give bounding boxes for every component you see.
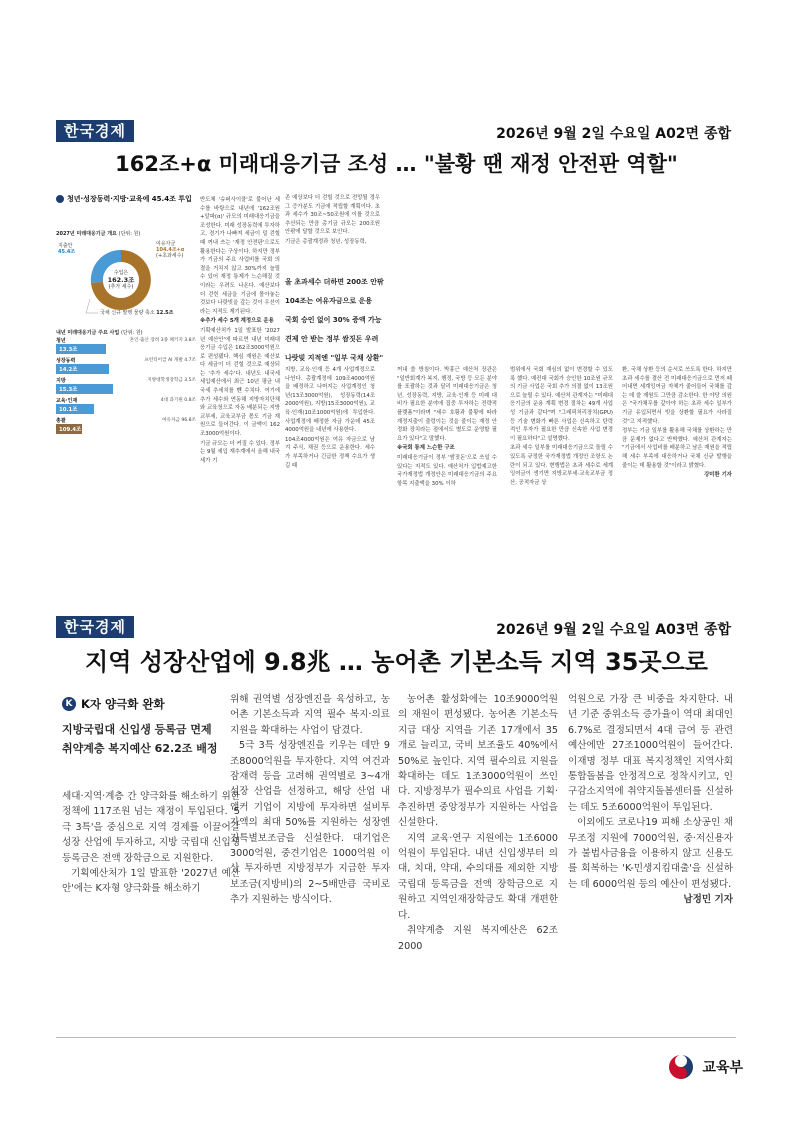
bar-row [56,417,196,436]
bar-row [56,377,196,396]
section-tag: K K자 양극화 완화 [62,696,165,712]
donut-chart [56,237,196,323]
footer-divider [56,1037,736,1038]
byline: 강미환 기자 [704,472,732,479]
newspaper-masthead: 한국경제 [56,120,134,142]
subheadline: 지방국립대 신입생 등록금 면제 취약계층 복지예산 62.2조 배정 [62,723,218,755]
paragraph: 지역 교육·연구 지원에는 1조6000억원이 투입된다. 내년 신입생부터 의대, 치대, 약대, 수의대를 제외한 지방국립대 등록금을 전액 장학금으로 지원하고 지역인재장학금도 확대 개편한다. [398,832,558,921]
bar-list [56,337,196,436]
paragraph: 환, 국채 상환 등의 순서로 쓰도록 한다. 하지만 초과 세수를 결산 전 미래대응기금으로 먼저 떼어내면 세계잉여금 자체가 줄어들어 국채를 갚는 데 쓸 재원도 그만큼 감소한다. 한 야당 의원은 "국가채무를 갚아야 하는 초과 세수 일부가 기금 유입되면서 빚을 상환할 필요가 사라질 것"고 지적했다. [622,367,732,425]
left-label: 지출안 45.4조 [58,243,76,255]
headline: 162조+α 미래대응기금 조성 … "불황 땐 재정 안전판 역할" [115,152,678,176]
bar-category: 교육·인재 [56,398,78,404]
bar-row [56,397,196,416]
paragraph: 초과 세수 일부를 미래대응기금으로 돌릴 수 있도록 규정한 국가재정법 개정안 조항도 논란이 되고 있다. 현행법은 초과 세수로 세계잉여금이 생기면 지방교부세·교육교부금 정산, 공적자금 상 [510,445,613,486]
paragraph: 범위에서 국회 재심의 없이 변경할 수 있도록 했다. 예컨대 국회가 승인한 10조원 규모의 기금 사업은 국회 추가 의결 없이 13조원으로 늘릴 수 있다. 예산처 관계자는 "미래대응기금의 운용 계획 변경 절차는 49개 사업성 기금과 같다"며 "그래픽처리장치(GPU) 등 기술 변화가 빠른 사업은 신속하고 탄력적인 투자가 필요한 만큼 신속한 사업 변경이 필요하다"고 설명했다. [510,367,613,442]
bar-detail: 여유자금 96.8조 [162,418,196,423]
bar-value: 14.2조 [59,367,78,373]
paragraph: 104조4000억원은 여유 자금으로 남겨 주식, 채권 등으로 운용한다. 세수가 부족하거나 긴급한 정책 수요가 생길 때 [285,436,375,469]
paragraph: 정부는 기금 일부를 활용해 국채를 상환하는 만큼 문제가 없다고 반박했다. 예산처 관계자는 "기금에서 사업비를 배분하고 남은 재원을 적립해 세수 부족에 대응하거나 국채 신규 발행을 줄이는 데 활용할 것"이라고 밝혔다. [622,428,732,469]
paragraph: 지방, 교육·인재 등 4개 사업계정으로 나뉜다. 총괄계정에 109조4000억원을 배정하고 나머지는 사업계정인 청년(13조3000억원), 성장동력(14조2000억원), 지방(15조3000억원), 교육·인재(10조1000억원)에 투입한다. 사업계정에 배정한 자금 가운데 45조4000억원을 내년에 사용한다. [285,367,375,434]
bottom-label: 국채 신규 발행 물량 축소 12.5조 [100,310,174,316]
article-a02 [0,116,793,586]
donut-title: 2027년 미래대응기금 개요 (단위: 원) [56,231,141,237]
bar-row [56,357,196,376]
paragraph: 반도체 '슈퍼사이클'로 불어난 세수를 바탕으로 내년에 '162조원+알파(α)' 규모의 미래대응기금을 조성한다. 미래 성장동력에 투자하고, 경기가 나빠져 세금이 덜 걷힐 때 꺼내 쓰는 '재정 안전판'으로도 활용한다는 구상이다. 하지만 정부가 기금의 주요 사업비를 국회 의결을 거치지 않고 30%까지 늘릴 수 있어 재정 통제가 느슨해질 것이라는 우려도 나온다. 예산보다 더 걷힌 세금을 기금에 몰아놓는 것보다 나랏빚을 갚는 것이 우선이라는 지적도 제기된다. [200,197,280,315]
paragraph: 이외에도 코로나19 피해 소상공인 채무조정 지원에 7000억원, 중·저신용자가 불법사금융을 이용하지 않고 신용도를 회복하는 'K-민생지킴대출'을 신설하는 데 6000억원 등의 예산이 편성됐다. [568,817,733,890]
pull-quote: 올 초과세수 더하면 200조 안팎 104조는 여유자금으로 운용 국회 승인 없이 30% 증액 가능 견제 안 받는 정부 쌈짓돈 우려 나랏빚 지적엔 "일부 국채 상환" [285,278,384,362]
paragraph: 기획예산처가 1일 발표한 '2027년 예산안'에 따르면 내년 미래대응기금 수입은 162조3000억원으로 편성됐다. 핵심 재원은 예산보다 세금이 더 걷힐 것으로 예상되는 '추가 세수'다. 내년도 내국세 세입예산에서 최근 10년 평균 내국세 추세치를 뺀 수치다. 여기에 추가 세수와 연동해 지방자치단체와 교육청으로 자동 배분되는 지방교부세, 교육교부금 몫도 기금 재원으로 들어간다. 이 금액이 162조3000억원이다. [200,327,280,438]
article-column-4 [568,692,733,1012]
logo-text: 교육부 [702,1060,743,1076]
paragraph: 기금 규모는 더 커질 수 있다. 정부는 9월 세입 재추계에서 올해 내국세가 기 [200,440,280,464]
paragraph: 존 예상보다 더 걷힐 것으로 전망될 경우 그 증가분도 기금에 적립할 계획이다. 초과 세수가 30조~50조원에 이를 것으로 추산되는 만큼 총기금 규모는 200조원 안팎에 달할 것으로 보인다. [285,195,380,236]
article-column-4 [397,366,497,576]
infographic [56,194,196,569]
byline: 남정민 기자 [683,894,733,906]
bullet-icon [56,195,64,203]
newspaper-masthead: 한국경제 [56,616,134,638]
bar-row [56,337,196,356]
dateline: 2026년 9월 2일 수요일 A03면 종합 [496,622,731,638]
bar-detail: 4대 과기원 0.8조 [160,398,196,403]
article-column-1 [62,789,240,1004]
infographic-title: 청년·성장동력·지방·교육에 45.4조 투입 [56,194,196,204]
paragraph: 세대·지역·계층 간 양극화를 해소하기 위한 정책에 117조원 넘는 재정이 투입된다. '5극 3특'을 중심으로 지역 경제를 이끌어갈 성장 산업에 투자하고, 지방 국립대 신입생 등록금은 전액 장학금으로 지원한다. [62,791,240,864]
paragraph: 억원으로 가장 큰 비중을 차지한다. 내년 기준 중위소득 증가율이 역대 최대인 6.7%로 결정되면서 4대 급여 등 관련 예산에만 27조1000억원이 들어간다. 이재명 정부 대표 복지정책인 지역사회 통합돌봄을 안정적으로 정착시키고, 인구감소지역에 취약지돌봄센터를 신설하는 데도 5조6000억원이 투입된다. [568,694,733,813]
bar-category: 지방 [56,378,66,384]
paragraph: 기획예산처가 1일 발표한 '2027년 예산안'에는 K자형 양극화를 해소하기 [62,868,240,895]
article-column-2 [230,692,390,1012]
paragraph: 5극 3특 성장엔진을 키우는 데만 9조8000억원을 투자한다. 지역 여건과 잠재력 등을 고려해 권역별로 3~4개 성장 산업을 선정하고, 해당 산업 내 앵커 기업이 지방에 투자하면 설비투자액의 최대 50%를 지원하는 성장엔진특별보조금을 신설한다. 대기업은 3000억원, 중견기업은 1000억원 이상 투자하면 지방정부가 지급한 투자보조금(지방비)의 2~5배만큼 국비로 추가 지원하는 방식이다. [230,740,390,906]
bar-value: 10.1조 [59,407,78,413]
bar-detail: 프런티어급 AI 개발 4.7조 [144,358,196,363]
donut-center-label: 수입은 162.3조 (추가 세수) [107,270,135,290]
bar-value: 109.4조 [59,427,82,433]
paragraph: 농어촌 활성화에는 10조9000억원의 재원이 편성됐다. 농어촌 기본소득 지급 대상 지역을 기존 17개에서 35개로 늘리고, 국비 보조율도 40%에서 50%로 높인다. 지역 필수의료 지원을 확대하는 데도 1조3000억원이 쓰인다. 지방정부가 필수의료 사업을 기획·추진하면 중앙정부가 지원하는 사업을 신설한다. [398,694,558,829]
bars-title: 내년 미래대응기금 주요 사업 (단위: 원) [56,330,143,336]
paragraph: 미래대응기금이 정부 '쌈짓돈'으로 쓰일 수 있다는 지적도 있다. 예산처가 입법예고한 국가재정법 개정안은 미래대응기금의 주요 항목 지출액을 30% 이하 [397,454,497,487]
bar-category: 청년 [56,338,66,344]
paragraph: 기금은 총괄계정과 청년, 성장동력, [285,238,367,245]
article-column-2 [285,194,380,274]
k-logo-icon: K [62,697,76,711]
bar-value: 13.3조 [59,347,78,353]
paragraph: 취약계층 지원 복지예산은 62조2000 [398,925,558,952]
right-label: 여유자금 104.4조+α (+초과세수) [156,241,185,259]
article-column-3 [398,692,558,1012]
article-column-3 [285,366,375,576]
bar-category: 성장동력 [56,358,76,364]
taegeuk-icon [666,1052,696,1082]
article-column-1 [200,196,280,576]
article-column-6 [622,366,732,576]
article-column-5 [510,366,613,576]
ministry-logo [666,1052,743,1082]
paragraph: 꺼내 쓸 방침이다. 박홍근 예산처 장관은 "일반회계가 복지, 행정, 국방 등 모든 분야를 포괄하는 것과 달리 미래대응기금은 청년, 성장동력, 지방, 교육·인재 등 미래 대비가 필요한 분야에 집중 투자하는 전략적 플랫폼"이라며 "세수 호황과 불황에 따라 재정지출이 출렁이는 것을 줄이는 재정 안정화 장치라는 점에서도 별도로 운영할 필요가 있다"고 말했다. [397,367,497,442]
paragraph: 위해 권역별 성장엔진을 육성하고, 농어촌 기본소득과 지역 필수 복지·의료 지원을 확대하는 사업이 담겼다. [230,694,390,736]
subheading: ※국회 통제 느슨한 구조 [397,445,455,452]
bar-detail: 혼인·출산 장려 3종 패키지 3.8조 [129,338,196,343]
bar-category: 총괄 [56,418,66,424]
article-a03 [0,612,793,1012]
bar-detail: 지방대학생장학금 3.5조 [147,378,196,383]
subheading: ※추가 세수 5개 계정으로 운용 [200,318,274,325]
dateline: 2026년 9월 2일 수요일 A02면 종합 [496,126,731,142]
bar-value: 15.3조 [59,387,78,393]
headline: 지역 성장산업에 9.8兆 … 농어촌 기본소득 지역 35곳으로 [85,648,708,676]
